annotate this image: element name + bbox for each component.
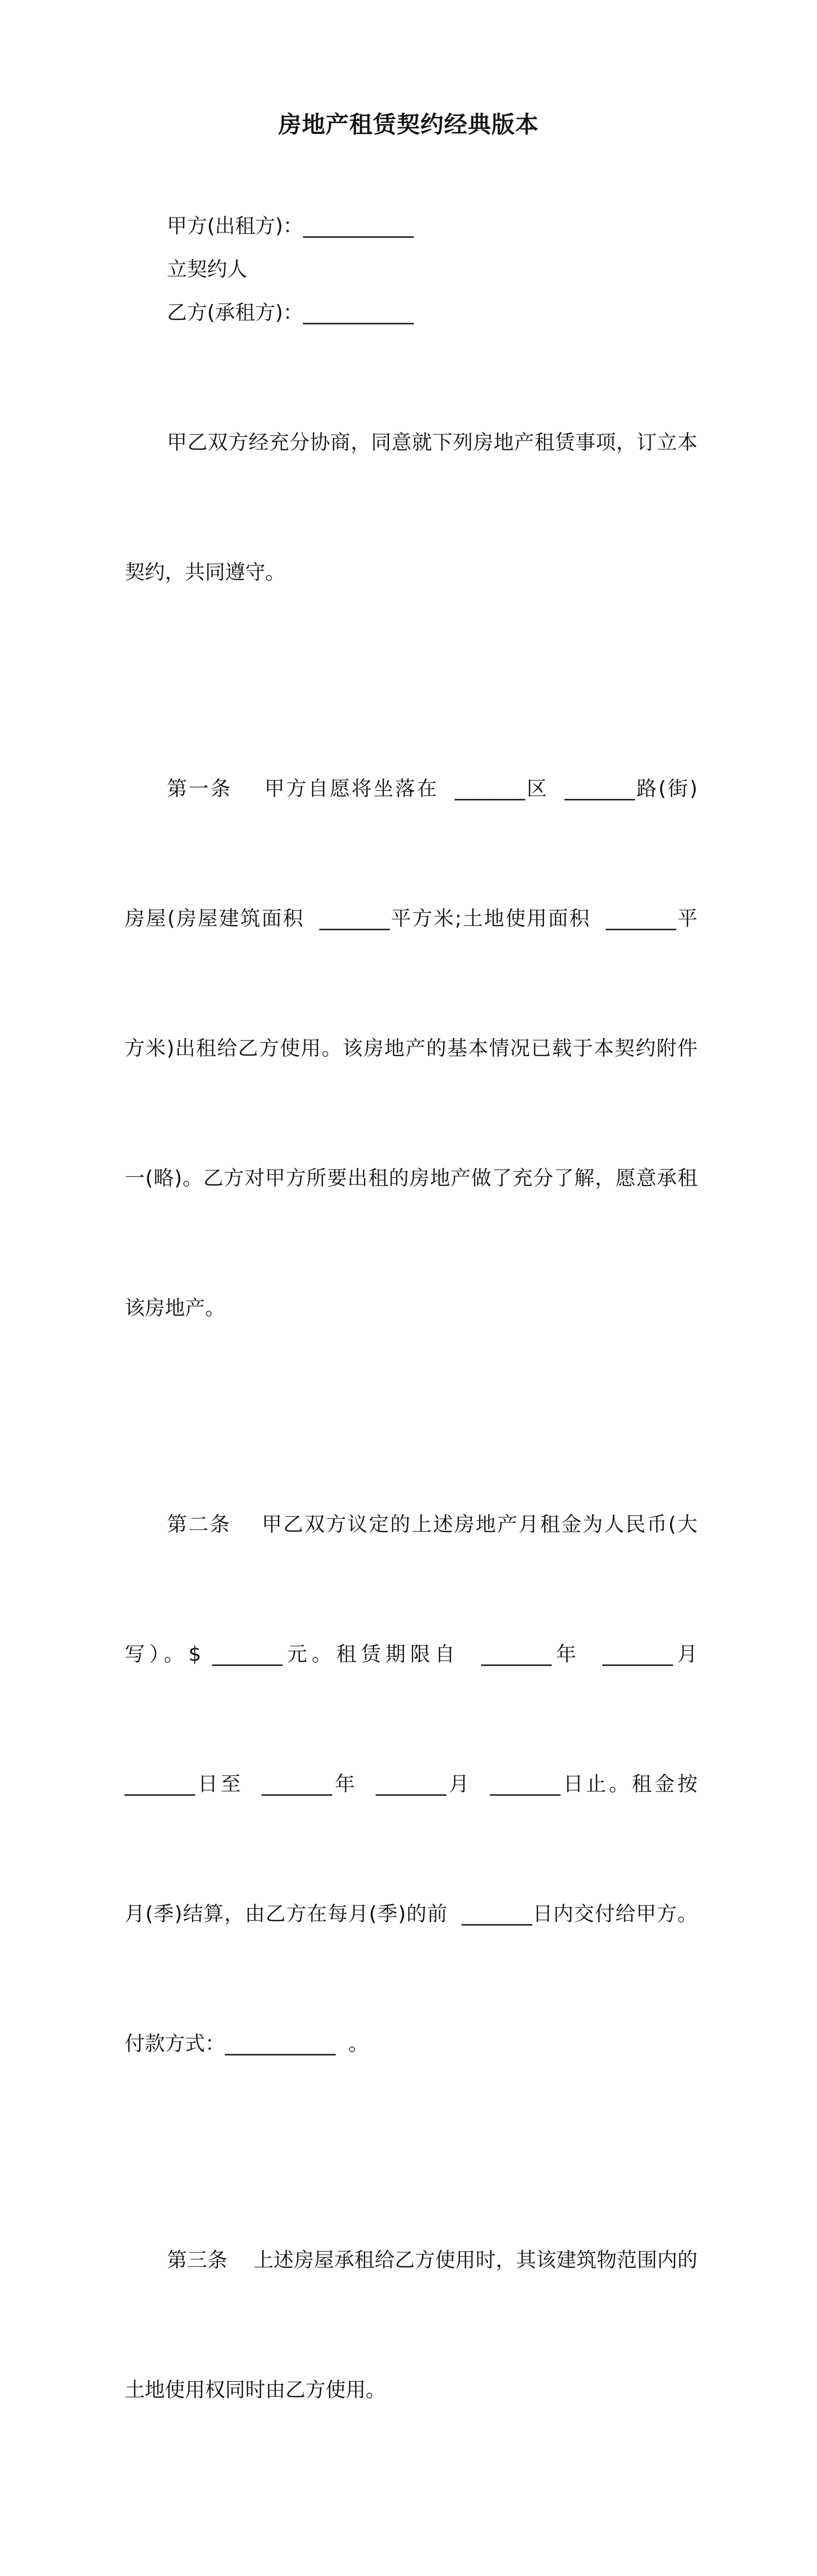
paragraph-line: 写）。$ _______元。租赁期限自 _______年 _______月 xyxy=(125,1643,697,1666)
paragraph-line: 房屋(房屋建筑面积 _______平方米;土地使用面积 _______平 xyxy=(125,907,697,930)
article-3-paragraph xyxy=(125,2153,697,2499)
paragraph-line: 第三条 上述房屋承租给乙方使用时，其该建筑物范围内的 xyxy=(167,2249,697,2272)
document-title: 房地产租赁契约经典版本 xyxy=(278,111,539,138)
paragraph-line: 土地使用权同时由乙方使用。 xyxy=(125,2379,386,2402)
paragraph-line: 一(略)。乙方对甲方所要出租的房地产做了充分了解，愿意承租 xyxy=(125,1167,697,1190)
paragraph-line: _______日至 _______年 _______月 _______日止。租金按 xyxy=(125,1773,697,1796)
paragraph-line: 第一条 甲方自愿将坐落在 _______区 _______路(街) xyxy=(167,777,697,801)
party-a-line: 甲方(出租方)：___________ xyxy=(167,215,414,238)
paragraph-line: 第二条 甲乙双方议定的上述房地产月租金为人民币(大 xyxy=(167,1513,697,1536)
paragraph-line: 方米)出租给乙方使用。该房地产的基本情况已载于本契约附件 xyxy=(125,1037,697,1060)
paragraph-line: 该房地产。 xyxy=(125,1297,226,1320)
paragraph-line: 月(季)结算，由乙方在每月(季)的前 _______日内交付给甲方。 xyxy=(125,1903,697,1926)
paragraph-line: 甲乙双方经充分协商，同意就下列房地产租赁事项，订立本 xyxy=(167,431,697,454)
article-2-paragraph xyxy=(125,1417,697,2153)
article-1-paragraph xyxy=(125,681,697,1417)
paragraph-line: 契约，共同遵守。 xyxy=(125,561,286,584)
signatory-label: 立契约人 xyxy=(167,258,248,281)
document-body xyxy=(125,205,697,2576)
paragraph-line: 付款方式：___________ 。 xyxy=(125,2032,369,2056)
party-b-line: 乙方(承租方)：___________ xyxy=(167,301,414,325)
article-4-paragraph xyxy=(125,2499,697,2576)
intro-paragraph xyxy=(125,335,697,681)
